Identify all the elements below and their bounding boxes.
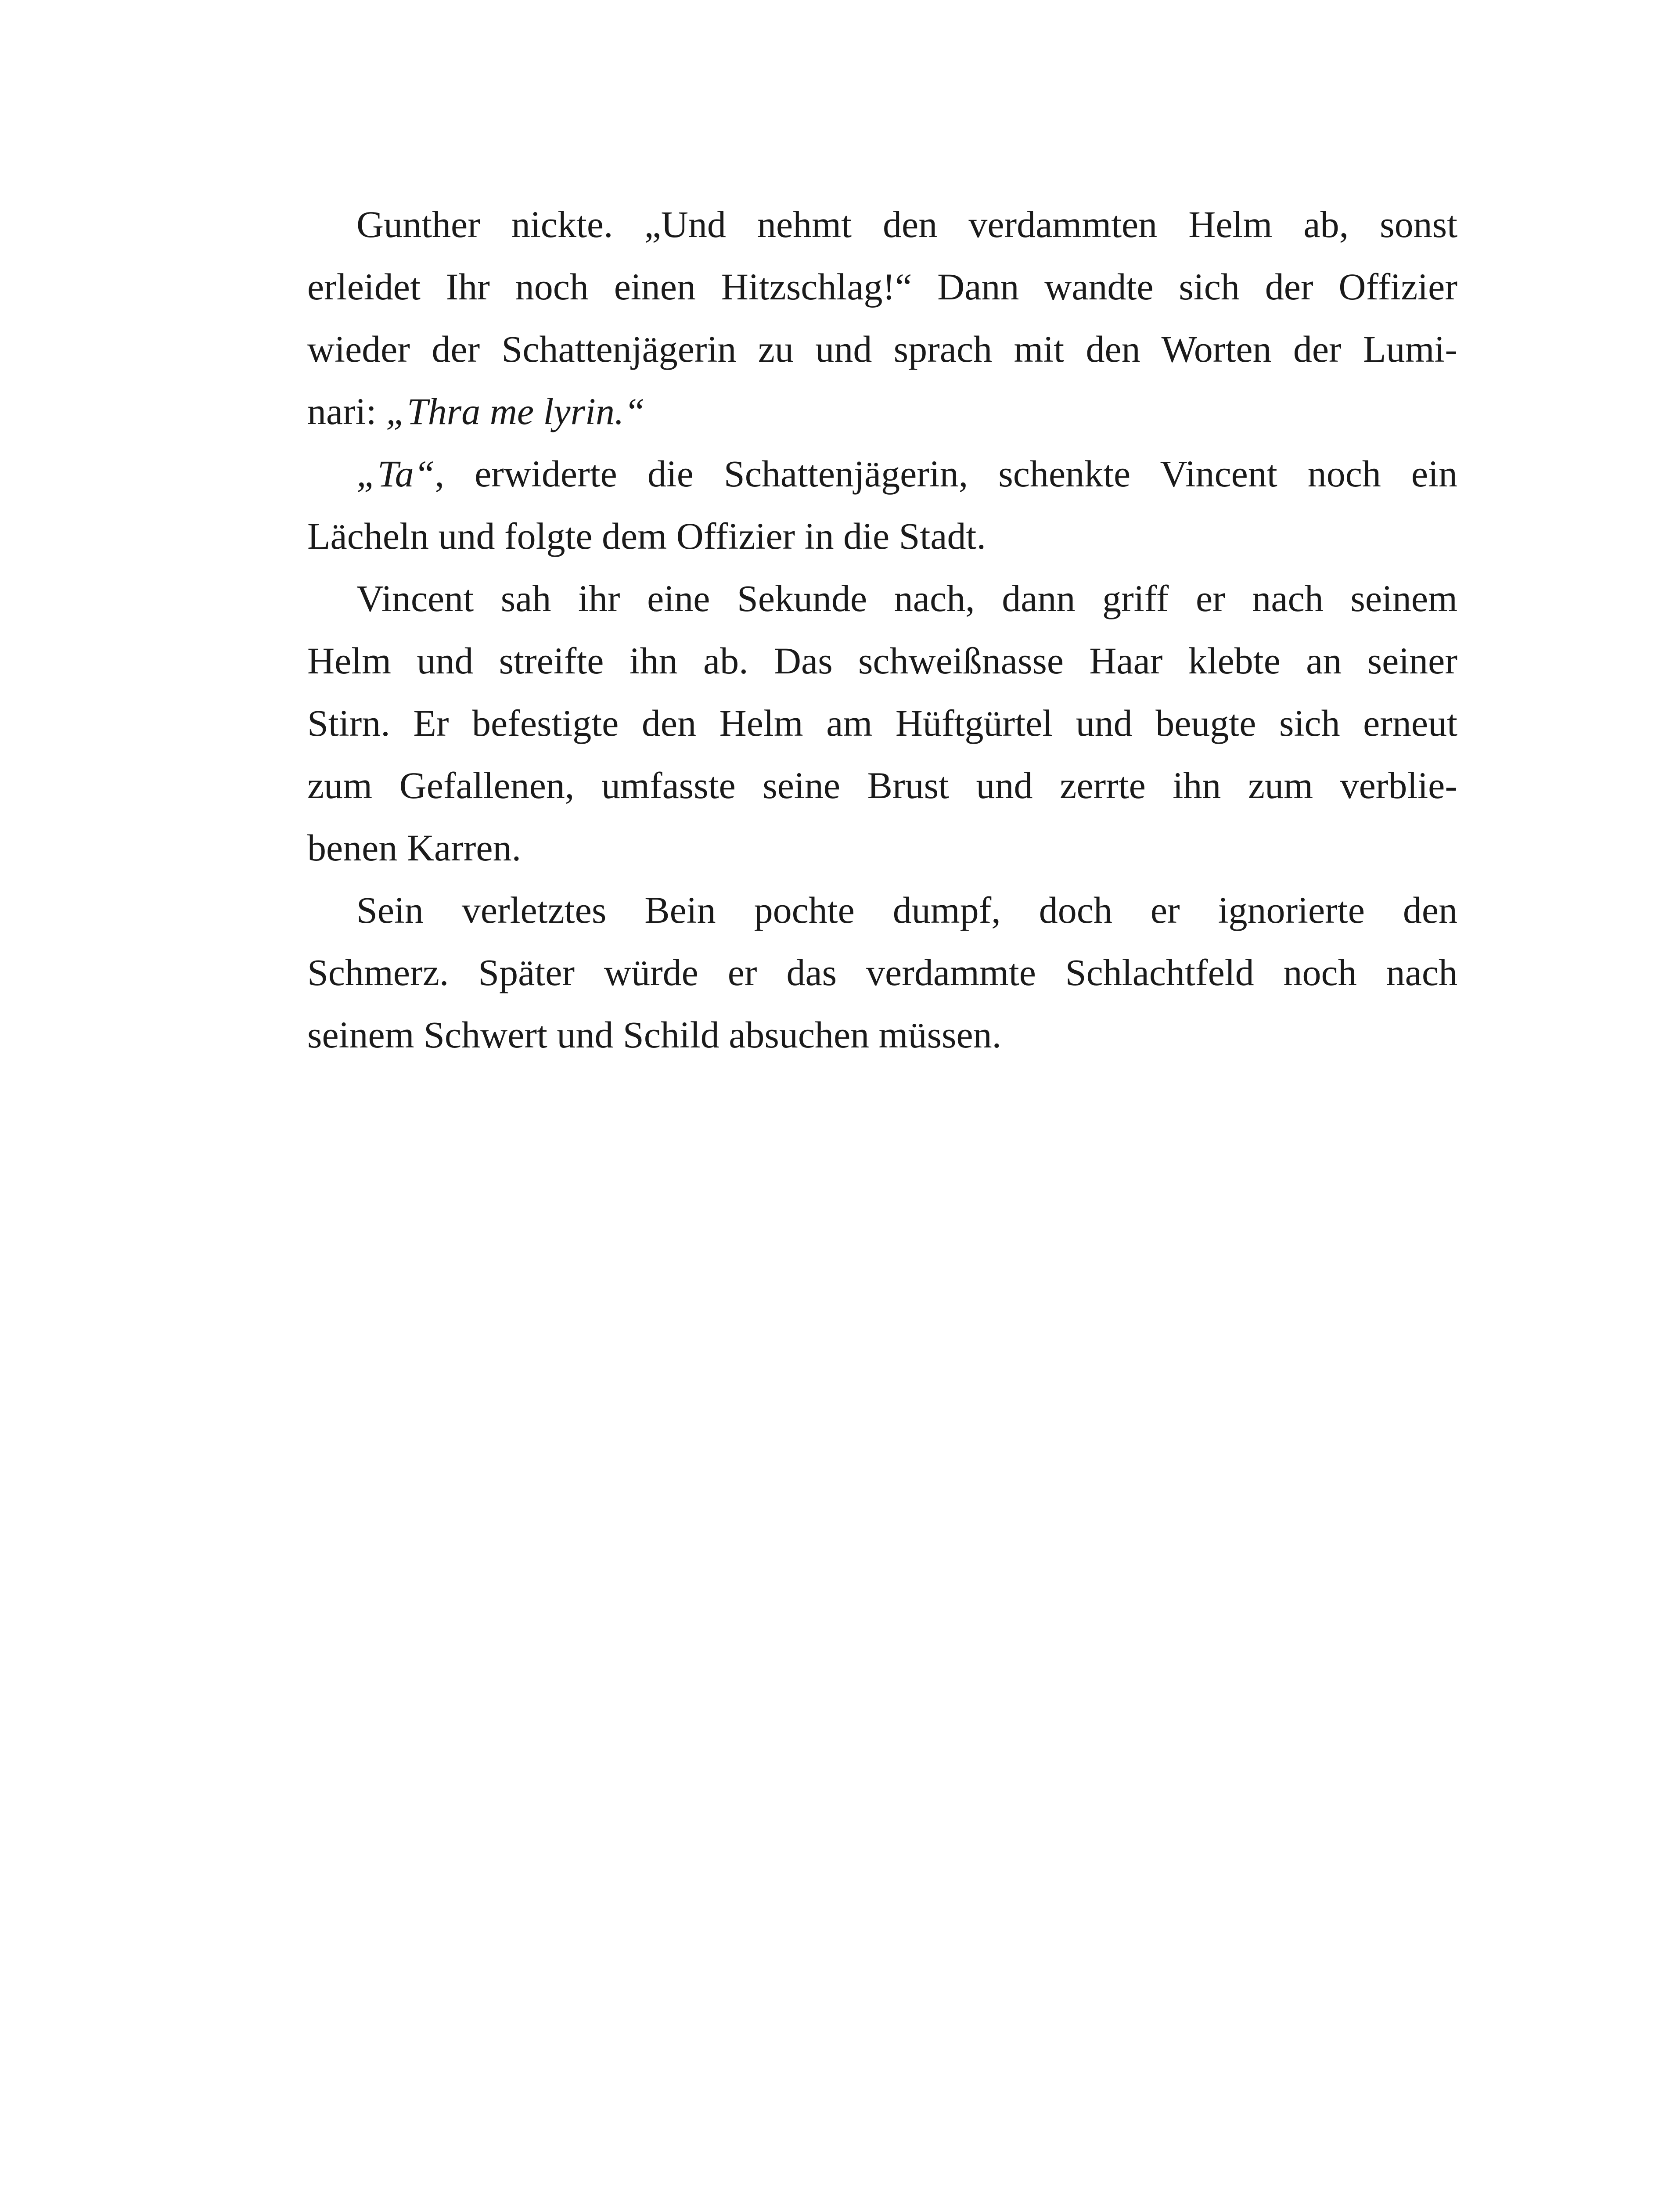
text-line: zum Gefallenen, umfasste seine Brust und zerrte ihn zum verblie- [307, 764, 1457, 806]
text-line: Helm und streifte ihn ab. Das schweißnasse Haar klebte an seiner [307, 640, 1457, 682]
body-text [307, 193, 1457, 1066]
text-line: erleidet Ihr noch einen Hitzschlag!“ Dann wandte sich der Offizier [307, 266, 1457, 308]
text-line: wieder der Schattenjägerin zu und sprach mit den Worten der Lumi- [307, 328, 1457, 370]
text-fragment: nari: [307, 390, 386, 432]
text-line [307, 380, 1457, 443]
text-line: Gunther nickte. „Und nehmt den verdammten Helm ab, sonst [356, 203, 1457, 245]
text-line: Sein verletztes Bein pochte dumpf, doch er ignorierte den [356, 889, 1457, 931]
text-line: seinem Schwert und Schild absuchen müssen. [307, 1014, 1002, 1056]
text-line: Stirn. Er befestigte den Helm am Hüftgürtel und beugte sich erneut [307, 702, 1457, 744]
text-line: benen Karren. [307, 827, 522, 869]
text-line: Schmerz. Später würde er das verdammte Schlachtfeld noch nach [307, 951, 1457, 993]
text-line [307, 443, 1457, 505]
luminari-reply: „Ta“ [356, 453, 435, 495]
text-line: Lächeln und folgte dem Offizier in die Stadt. [307, 515, 986, 557]
luminari-phrase: „Thra me lyrin.“ [386, 390, 645, 432]
text-line: Vincent sah ihr eine Sekunde nach, dann griff er nach seinem [356, 577, 1457, 619]
text-fragment: , erwiderte die Schattenjägerin, schenkte Vincent noch ein [435, 453, 1457, 495]
